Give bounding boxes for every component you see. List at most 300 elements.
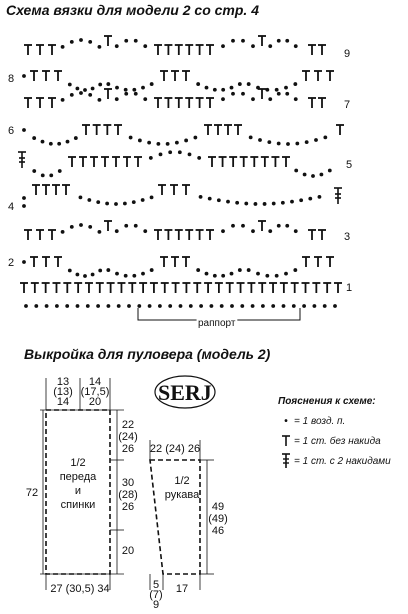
chain-dot [138,139,142,143]
chain-dot [49,173,53,177]
chain-dot [132,200,136,204]
chain-dot [159,152,163,156]
chain-dot [205,86,209,90]
chain-dot [197,156,201,160]
chain-dot [79,195,83,199]
chain-dot [184,139,188,143]
chain-dot [124,92,128,96]
legend-item-chain [278,412,391,432]
single-crochet-icon [312,283,320,293]
front-label-2: переда [59,471,97,483]
chain-dot [149,156,153,160]
chain-dot [199,195,203,199]
chain-dot [57,142,61,146]
chain-dot [328,169,332,173]
shoulder-width-3: 20 [88,396,102,408]
chain-dot [241,39,245,43]
single-crochet-icon [291,283,299,293]
chain-dot [240,304,244,308]
chain-dot [251,304,255,308]
chain-dot [76,273,80,277]
single-crochet-icon [160,257,168,267]
neck-width-2: (13) [53,386,73,398]
chain-dot [251,229,255,233]
single-crochet-icon [193,283,201,293]
chain-dot [156,142,160,146]
chain-dot [115,97,119,101]
double-treble-icon [334,188,342,204]
chain-dot [143,97,147,101]
single-crochet-icon [171,257,179,267]
single-crochet-icon [182,283,190,293]
serj-logo [155,376,215,408]
single-crochet-icon [214,125,222,135]
single-crochet-icon [240,157,248,167]
single-crochet-icon [308,230,316,240]
front-total-height: 72 [25,487,39,499]
chain-dot [79,91,83,95]
single-crochet-icon [334,283,342,293]
pattern-title: Выкройка для пуловера (модель 2) [24,346,271,362]
legend [278,392,391,472]
sleeve-label-1: 1/2 [174,475,190,487]
row-number-9: 9 [344,48,351,60]
chain-dot [96,200,100,204]
chain-dot [115,44,119,48]
single-crochet-icon [182,185,190,195]
chain-dot [115,86,119,90]
chain-dot [91,87,95,91]
single-crochet-icon [282,157,290,167]
sleeve-height-a: 49 [211,501,225,513]
row-number-4: 4 [8,201,15,213]
single-crochet-icon [258,221,266,231]
chain-dot [247,82,251,86]
chain-dot [294,97,298,101]
chain-dot [299,198,303,202]
chain-dot [166,142,170,146]
chain-dot [76,87,80,91]
chain-dot [275,88,279,92]
single-crochet-icon [326,257,334,267]
sleeve-height-c: 46 [211,525,225,537]
chain-dot [115,229,119,233]
single-crochet-icon [158,185,166,195]
single-crochet-icon [48,45,56,55]
single-crochet-icon [336,125,344,135]
chain-dot [148,304,152,308]
chain-dot [179,304,183,308]
single-crochet-icon [308,45,316,55]
legend-item-dtr-text: = 1 ст. с 2 накидами [294,456,391,467]
chain-dot [68,83,72,87]
single-crochet-icon [185,98,193,108]
chain-dot [175,141,179,145]
single-crochet-icon [271,157,279,167]
chain-dot [24,304,28,308]
chain-dot [323,304,327,308]
single-crochet-icon [101,157,109,167]
chain-dot [150,82,154,86]
single-crochet-icon [185,230,193,240]
single-crochet-icon [208,157,216,167]
front-seg2-b: (28) [118,489,138,501]
chain-dot [271,304,275,308]
chain-dot [293,268,297,272]
chain-dot [277,142,281,146]
chain-dot [70,93,74,97]
chain-dot [213,274,217,278]
single-crochet-icon [196,230,204,240]
chain-dot [305,140,309,144]
single-crochet-icon [48,98,56,108]
single-crochet-icon [117,283,125,293]
front-seg1-c: 26 [121,443,135,455]
chain-dot [313,304,317,308]
chain-dot [141,86,145,90]
chain-dot [83,274,87,278]
single-crochet-icon [150,283,158,293]
row-number-7: 7 [344,99,351,111]
single-crochet-icon [196,98,204,108]
chain-dot [285,224,289,228]
chain-dot [263,202,267,206]
single-crochet-icon [85,283,93,293]
single-crochet-icon [314,71,322,81]
single-crochet-icon [323,283,331,293]
chain-dot [230,304,234,308]
chain-dot [115,272,119,276]
chain-dot [137,304,141,308]
chain-dot [217,198,221,202]
chain-dot [290,200,294,204]
chain-dot [275,274,279,278]
chain-dot [294,169,298,173]
neck-width-3: 14 [56,396,70,408]
chain-dot [83,88,87,92]
single-crochet-icon [182,71,190,81]
chain-dot [127,304,131,308]
single-crochet-icon [54,257,62,267]
chain-dot [189,304,193,308]
chain-dot [49,142,53,146]
single-crochet-icon [175,45,183,55]
single-crochet-icon [302,283,310,293]
single-crochet-icon [318,98,326,108]
chain-dot [178,150,182,154]
chain-dot [256,272,260,276]
chain-dot [86,304,90,308]
single-crochet-icon [226,283,234,293]
front-label-1: 1/2 [70,457,86,469]
single-crochet-icon [308,98,316,108]
row-number-1: 1 [346,282,353,294]
chain-dot [32,169,36,173]
front-seg1-a: 22 [121,419,135,431]
single-crochet-icon [261,157,269,167]
chain-dot [98,98,102,102]
chain-dot [249,135,253,139]
chain-dot [294,229,298,233]
chain-dot [123,202,127,206]
chain-dot [98,269,102,273]
single-crochet-icon [42,71,50,81]
single-crochet-icon [161,283,169,293]
chain-dot [117,304,121,308]
chain-dot [74,136,78,140]
shoulder-width-1: 14 [88,376,102,388]
chain-dot [22,128,26,132]
chain-dot [277,224,281,228]
single-crochet-icon [314,257,322,267]
single-crochet-icon [302,257,310,267]
single-crochet-icon [280,283,288,293]
chain-dot [231,39,235,43]
chain-dot [32,136,36,140]
chain-dot [220,304,224,308]
chain-dot [22,260,26,264]
sleeve-bottom-c: 9 [152,599,160,611]
single-crochet-icon [48,230,56,240]
single-crochet-icon [258,283,266,293]
chain-dot [226,200,230,204]
single-crochet-icon [104,221,112,231]
chain-dot [132,88,136,92]
single-crochet-icon [36,45,44,55]
chain-dot [247,268,251,272]
chain-dot [79,223,83,227]
chain-dot [251,44,255,48]
chain-dot [106,268,110,272]
chain-dot [124,39,128,43]
single-crochet-icon [52,185,60,195]
single-crochet-icon [90,157,98,167]
single-crochet-icon [318,45,326,55]
chain-dot [193,136,197,140]
chain-dot [79,38,83,42]
single-crochet-icon [196,45,204,55]
single-crochet-icon [160,71,168,81]
legend-heading: Пояснения к схеме: [278,396,376,407]
chain-dot [277,92,281,96]
chain-dot [41,173,45,177]
single-crochet-icon [204,125,212,135]
chain-dot [230,86,234,90]
sleeve-bottom-a: 5 [152,579,160,591]
single-crochet-icon [154,230,162,240]
chain-dot [284,272,288,276]
single-crochet-icon [82,125,90,135]
chain-dot [258,138,262,142]
single-crochet-icon [107,283,115,293]
shoulder-width-2: (17,5) [80,386,110,398]
single-crochet-icon [164,230,172,240]
single-crochet-icon [206,98,214,108]
single-crochet-icon [229,157,237,167]
chain-dot [230,272,234,276]
front-label-3: и [74,485,82,497]
legend-item-chain-text: = 1 возд. п. [294,416,346,427]
chain-dot [254,202,258,206]
chain-dot [158,304,162,308]
row-number-5: 5 [346,159,353,171]
sleeve-bottom-b: (7) [149,589,163,601]
crochet-rows [18,36,344,308]
chain-dot [208,197,212,201]
chain-dot [124,88,128,92]
chain-dot [281,201,285,205]
chain-dot [231,92,235,96]
chain-dot [284,86,288,90]
single-crochet-icon [54,71,62,81]
single-crochet-icon [36,98,44,108]
chain-dot [235,201,239,205]
single-crochet-icon [237,283,245,293]
chain-dot [55,304,59,308]
chain-dot [244,202,248,206]
front-seg2-c: 26 [121,501,135,513]
chain-dot [285,92,289,96]
chain-dot [267,140,271,144]
chain-dot [295,142,299,146]
chain-dot [61,98,65,102]
single-crochet-icon [154,98,162,108]
chain-dot [238,82,242,86]
chain-dot [141,198,145,202]
single-crochet-icon [250,157,258,167]
chain-dot [114,202,118,206]
single-crochet-icon [114,125,122,135]
chain-dot [168,304,172,308]
chain-dot [106,82,110,86]
legend-item-sc-text: = 1 ст. без накида [294,436,381,447]
chain-dot [293,82,297,86]
chain-dot [168,150,172,154]
single-crochet-icon [258,89,266,99]
single-crochet-icon [128,283,136,293]
chain-dot [134,92,138,96]
single-crochet-icon [206,45,214,55]
chain-dot [70,225,74,229]
single-crochet-icon [269,283,277,293]
sleeve-height-b: (49) [208,513,228,525]
chain-dot [105,202,109,206]
chain-dot [302,304,306,308]
single-crochet-icon [206,230,214,240]
single-crochet-icon [154,45,162,55]
logo-text: SERJ [158,380,212,405]
legend-item-dtr [278,452,391,472]
single-crochet-icon [62,185,70,195]
chain-dot [41,140,45,144]
chain-dot [22,204,26,208]
dot-icon: • [284,416,288,427]
chain-dot [294,44,298,48]
chain-dot [318,195,322,199]
single-crochet-icon [139,283,147,293]
chain-dot [66,140,70,144]
single-crochet-icon [96,283,104,293]
chain-dot [323,135,327,139]
row-number-2: 2 [8,257,15,269]
front-seg1-b: (24) [118,431,138,443]
single-crochet-icon [30,257,38,267]
legend-item-sc [278,432,391,452]
chain-dot [107,304,111,308]
single-crochet-icon [175,98,183,108]
single-crochet-icon [42,283,50,293]
chain-dot [143,229,147,233]
chain-dot [96,304,100,308]
single-crochet-icon [175,230,183,240]
chain-dot [251,97,255,101]
chain-dot [58,169,62,173]
single-crochet-icon [93,125,101,135]
chain-dot [22,196,26,200]
chain-dot [221,88,225,92]
chain-dot [141,272,145,276]
chain-dot [268,229,272,233]
sleeve-piece [150,440,214,590]
single-crochet-icon [204,283,212,293]
chain-dot [221,229,225,233]
single-crochet-icon [134,157,142,167]
chain-dot [150,268,154,272]
single-crochet-icon [247,283,255,293]
chart-title: Схема вязки для модели 2 со стр. 4 [6,2,259,18]
chain-dot [70,40,74,44]
chain-dot [196,82,200,86]
single-crochet-icon [24,45,32,55]
single-crochet-icon [224,125,232,135]
chain-dot [268,44,272,48]
single-crochet-icon [326,71,334,81]
chain-dot [88,40,92,44]
chain-dot [132,274,136,278]
single-crochet-icon [20,283,28,293]
chain-dot [22,74,26,78]
chain-dot [68,269,72,273]
chain-dot [282,304,286,308]
chain-dot [303,173,307,177]
chain-dot [241,92,245,96]
single-crochet-icon [164,98,172,108]
chain-dot [277,39,281,43]
front-seg3: 20 [121,545,135,557]
chain-dot [241,224,245,228]
rapport-label: раппорт [198,318,236,329]
chain-dot [61,45,65,49]
single-crochet-icon [36,230,44,240]
single-crochet-icon [104,36,112,46]
front-bottom-width: 27 (30,5) 34 [50,583,110,595]
single-crochet-icon [171,71,179,81]
sleeve-bottom-width: 17 [175,583,189,595]
chain-dot [292,304,296,308]
single-crochet-icon [30,71,38,81]
single-crochet-icon [215,283,223,293]
sleeve-top-width: 22 (24) 26 [149,443,201,455]
chain-dot [124,274,128,278]
front-back-piece [40,378,124,590]
chain-dot [147,141,151,145]
single-crochet-icon [103,125,111,135]
chain-dot [205,272,209,276]
chain-dot [272,202,276,206]
single-crochet-icon [258,36,266,46]
chain-dot [320,173,324,177]
chain-dot [91,273,95,277]
